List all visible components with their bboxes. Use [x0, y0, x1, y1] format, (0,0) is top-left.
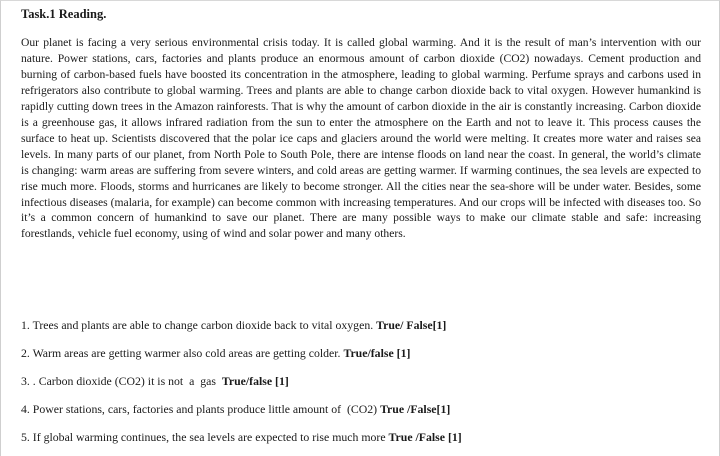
- question-text: 5. If global warming continues, the sea levels are expected to rise much more: [21, 430, 389, 444]
- question-text: 3. . Carbon dioxide (CO2) it is not a gas: [21, 374, 222, 388]
- question-item-3: [21, 367, 701, 395]
- question-text: 4. Power stations, cars, factories and plants produce little amount of (CO2): [21, 402, 381, 416]
- question-answer-options: True /False[1]: [380, 402, 451, 416]
- question-text: 2. Warm areas are getting warmer also cold areas are getting colder.: [21, 346, 344, 360]
- task-title: Task.1 Reading.: [21, 7, 107, 21]
- question-answer-options: True/false [1]: [343, 346, 411, 360]
- question-answer-options: True/false [1]: [221, 374, 289, 388]
- question-item-5: [21, 423, 701, 451]
- question-answer-options: True /False [1]: [388, 430, 462, 444]
- question-item-1: [21, 311, 701, 339]
- question-item-2: [21, 339, 701, 367]
- question-text: 1. Trees and plants are able to change carbon dioxide back to vital oxygen.: [21, 318, 377, 332]
- reading-passage: Our planet is facing a very serious environmental crisis today. It is called global warming. And it is the result of man’s intervention with our nature. Power stations, cars, factories and plants produce an enormous amount of carbon dioxide (CO2) nowadays. Cement production and burning of carbon-based fuels have boosted its concentration in the atmosphere, leading to global warming. Perfume sprays and carbons used in refrigerators also contribute to global warming. Trees and plants are able to change carbon dioxide back to vital oxygen. However humankind is rapidly cutting down trees in the Amazon rainforests. That is why the amount of carbon dioxide in the air is constantly increasing. Carbon dioxide is a greenhouse gas, it allows infrared radiation from the sun to enter the atmosphere on the Earth and not to leave it. This process causes the surface to heat up. Scientists discovered that the polar ice caps and glaciers around the world were melting. It creates more water and raises sea levels. In many parts of our planet, from North Pole to South Pole, there are intense floods on land near the coast. In general, the world’s climate is changing: warm areas are suffering from severe winters, and cold areas are getting warmer. If warming continues, the sea levels are expected to rise much more. Floods, storms and hurricanes are likely to become stronger. All the cities near the sea-shore will be under water. Besides, some infectious diseases (malaria, for example) can become common with increasing temperatures. And our crops will be infected with diseases too. So it’s a common concern of humankind to save our planet. There are many possible ways to make our climate stable and safe: increasing forestlands, vehicle fuel economy, using of wind and solar power and many others.: [21, 36, 701, 241]
- question-list: [21, 311, 701, 451]
- question-item-4: [21, 395, 701, 423]
- question-answer-options: True/ False[1]: [376, 318, 447, 332]
